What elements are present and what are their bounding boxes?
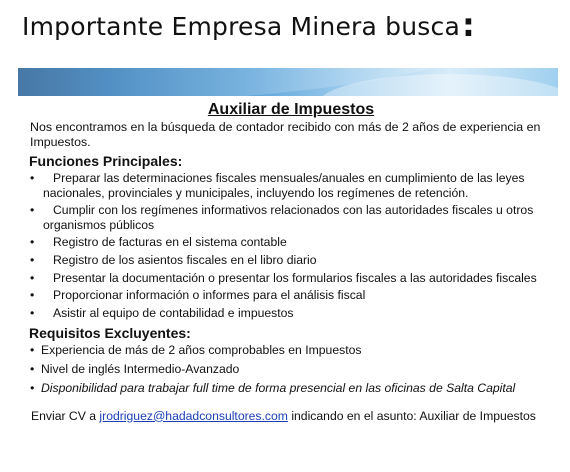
- footer-prefix: Enviar CV a: [31, 408, 100, 423]
- requirements-list-item: • Disponibilidad para trabajar full time de forma presencial en las oficinas de Salta Capital: [26, 381, 556, 396]
- headline-text: Importante Empresa Minera busca: [22, 12, 460, 41]
- job-title: Auxiliar de Impuestos: [207, 101, 375, 118]
- functions-list: [26, 171, 556, 321]
- requirements-list: [26, 343, 556, 396]
- function-text: Registro de facturas en el sistema contable: [53, 235, 287, 250]
- requirements-list-item: • Nivel de inglés Intermedio-Avanzado: [26, 362, 556, 377]
- functions-list-item: [26, 253, 556, 268]
- functions-list-item: [26, 203, 556, 232]
- function-text: Cumplir con los regímenes informativos relacionados con las autoridades fiscales u otros organismos públicos: [43, 203, 534, 232]
- function-text: Registro de los asientos fiscales en el libro diario: [53, 253, 317, 268]
- functions-heading: Funciones Principales:: [29, 153, 183, 169]
- footer-instructions: [31, 409, 556, 424]
- requirements-heading: Requisitos Excluyentes:: [29, 324, 191, 341]
- function-text: Preparar las determinaciones fiscales mensuales/anuales en cumplimiento de las leyes nacionales, provinciales y municipales, incluyendo los regímenes de retención.: [43, 171, 525, 200]
- function-text: Asistir al equipo de contabilidad e impuestos: [53, 306, 294, 321]
- intro-paragraph: Nos encontramos en la búsqueda de contador recibido con más de 2 años de experiencia en Impuestos.: [30, 120, 541, 149]
- functions-list-item: [26, 288, 556, 303]
- function-text: Presentar la documentación o presentar los formularios fiscales a las autoridades fiscales: [53, 270, 537, 285]
- decorative-banner: [18, 68, 558, 96]
- email-link[interactable]: jrodriguez@hadadconsultores.com: [99, 408, 288, 423]
- functions-list-item: [26, 171, 556, 200]
- functions-list-item: [26, 235, 556, 250]
- job-posting: [26, 99, 556, 424]
- functions-list-item: [26, 271, 556, 286]
- functions-list-item: [26, 306, 556, 321]
- requirements-list-item: • Experiencia de más de 2 años comprobables en Impuestos: [26, 343, 556, 358]
- footer-suffix: indicando en el asunto: Auxiliar de Impuestos: [287, 408, 536, 423]
- function-text: Proporcionar información o informes para el análisis fiscal: [53, 288, 366, 303]
- headline: [22, 6, 475, 44]
- headline-colon: :: [461, 6, 475, 44]
